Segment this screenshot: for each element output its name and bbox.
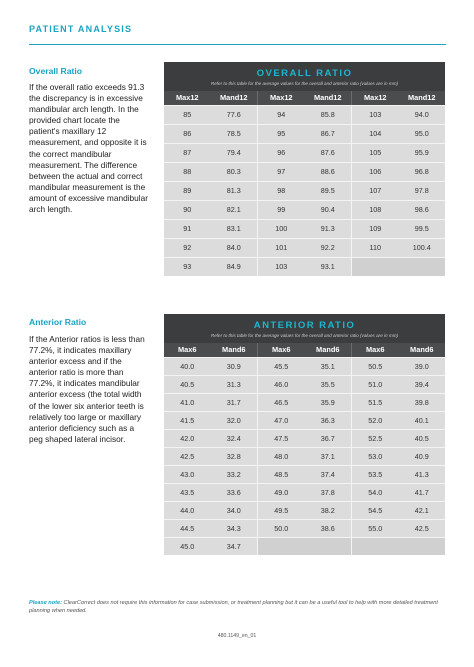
table-row (164, 519, 445, 537)
table-cell (351, 258, 399, 276)
table-cell: 103 (351, 106, 399, 124)
overall-ratio-column-headers (164, 91, 445, 105)
table-cell: 49.5 (257, 502, 305, 519)
table-cell: 37.1 (320, 452, 335, 461)
table-cell: 85 (183, 110, 192, 119)
column-header-max12: Max12 (175, 93, 199, 102)
table-cell: 93.1 (320, 262, 335, 271)
overall-ratio-table-subtitle: Refer to this table for the average values for the overall and anterior ratio (values are in mm) (210, 81, 399, 86)
table-cell: 54.5 (351, 502, 399, 519)
table-cell: 32.0 (226, 416, 241, 425)
table-cell: 53.0 (351, 448, 399, 465)
table-cell: 37.8 (320, 488, 335, 497)
table-cell: 94 (257, 106, 305, 124)
overall-ratio-table-header (164, 62, 445, 91)
table-row (164, 537, 445, 555)
table-cell: 81.3 (226, 186, 241, 195)
header-divider (29, 44, 446, 45)
column-header-max6: Max6 (257, 343, 305, 357)
table-row (164, 238, 445, 257)
table-cell: 40.9 (414, 452, 429, 461)
table-cell: 101 (257, 239, 305, 257)
table-cell: 77.6 (226, 110, 241, 119)
table-cell: 41.7 (414, 488, 429, 497)
anterior-ratio-table-subtitle: Refer to this table for the average values for the overall and anterior ratio (values are in mm) (210, 333, 399, 338)
table-cell: 46.0 (257, 376, 305, 393)
table-cell: 96.8 (414, 167, 429, 176)
table-cell: 30.9 (226, 362, 241, 371)
table-cell: 43.5 (180, 488, 195, 497)
table-cell: 94.0 (414, 110, 429, 119)
table-cell: 40.5 (414, 434, 429, 443)
column-header-mand12: Mand12 (407, 93, 436, 102)
table-cell: 32.8 (226, 452, 241, 461)
table-cell: 54.0 (351, 484, 399, 501)
anterior-ratio-heading: Anterior Ratio (29, 317, 87, 327)
table-cell: 99 (257, 201, 305, 219)
table-cell: 35.5 (320, 380, 335, 389)
anterior-ratio-column-headers (164, 343, 445, 357)
table-cell (399, 258, 446, 276)
table-cell: 108 (351, 201, 399, 219)
table-cell: 91.3 (320, 224, 335, 233)
table-cell: 103 (257, 258, 305, 276)
table-cell: 49.0 (257, 484, 305, 501)
anterior-ratio-table-header (164, 314, 445, 343)
table-cell: 43.0 (180, 470, 195, 479)
table-row (164, 411, 445, 429)
table-row (164, 483, 445, 501)
table-cell: 36.7 (320, 434, 335, 443)
column-header-mand6: Mand6 (316, 345, 340, 354)
table-cell: 38.6 (320, 524, 335, 533)
table-cell: 105 (351, 144, 399, 162)
column-header-mand6: Mand6 (410, 345, 434, 354)
table-row (164, 429, 445, 447)
table-cell: 52.0 (351, 412, 399, 429)
table-cell: 42.1 (414, 506, 429, 515)
table-cell: 33.2 (226, 470, 241, 479)
table-cell: 87.6 (320, 148, 335, 157)
table-cell: 93 (183, 262, 192, 271)
table-cell: 95.0 (414, 129, 429, 138)
table-cell: 92.2 (320, 243, 335, 252)
table-cell: 47.0 (257, 412, 305, 429)
table-cell: 44.5 (180, 524, 195, 533)
overall-ratio-table-title: OVERALL RATIO (256, 68, 353, 79)
table-cell: 41.3 (414, 470, 429, 479)
table-cell: 89 (183, 186, 192, 195)
table-cell: 38.2 (320, 506, 335, 515)
anterior-ratio-description: If the Anterior ratios is less than 77.2%, it indicates maxillary anterior excess and if the anterior ratio is more than 77.2%, it indicates mandibular anterior excess (the total width of the lower six anterior teeth is relatively too large or maxillary anterior deficiency such as a peg shaped lateral incisor. (29, 334, 145, 444)
table-cell: 35.1 (320, 362, 335, 371)
table-cell (399, 538, 446, 555)
table-cell (257, 538, 305, 555)
column-header-mand12: Mand12 (219, 93, 248, 102)
table-row (164, 124, 445, 143)
table-cell: 51.5 (351, 394, 399, 411)
table-cell: 100.4 (412, 243, 431, 252)
table-cell: 88.6 (320, 167, 335, 176)
table-row (164, 105, 445, 124)
table-cell: 53.5 (351, 466, 399, 483)
table-cell: 45.5 (257, 358, 305, 375)
table-cell: 95 (257, 125, 305, 143)
table-cell: 46.5 (257, 394, 305, 411)
column-header-mand6: Mand6 (222, 345, 246, 354)
table-cell: 86 (183, 129, 192, 138)
overall-ratio-table (164, 62, 445, 276)
table-cell: 42.0 (180, 434, 195, 443)
table-cell: 104 (351, 125, 399, 143)
table-cell: 95.9 (414, 148, 429, 157)
table-cell: 41.0 (180, 398, 195, 407)
table-cell: 36.3 (320, 416, 335, 425)
table-cell: 48.5 (257, 466, 305, 483)
table-row (164, 501, 445, 519)
table-cell: 42.5 (414, 524, 429, 533)
table-cell: 110 (351, 239, 399, 257)
column-header-max6: Max6 (178, 345, 197, 354)
anterior-ratio-table-title: ANTERIOR RATIO (253, 320, 356, 331)
table-cell: 84.9 (226, 262, 241, 271)
table-cell: 97 (257, 163, 305, 181)
table-cell: 80.3 (226, 167, 241, 176)
column-header-max12: Max12 (351, 91, 399, 105)
table-cell: 44.0 (180, 506, 195, 515)
overall-ratio-description: If the overall ratio exceeds 91.3 the discrepancy is in excessive mandibular arch length. In the provided chart locate the patient's maxillary 12 measurement, and opposite it is the correct mandibular measurement. The difference between the actual and correct mandibular measurement is the amount of excessive mandibular arch length. (29, 82, 148, 215)
table-cell: 109 (351, 220, 399, 238)
table-cell: 87 (183, 148, 192, 157)
table-cell: 96 (257, 144, 305, 162)
table-cell: 55.0 (351, 520, 399, 537)
table-cell: 86.7 (320, 129, 335, 138)
table-cell: 39.0 (414, 362, 429, 371)
table-cell: 48.0 (257, 448, 305, 465)
table-cell: 41.5 (180, 416, 195, 425)
table-cell: 32.4 (226, 434, 241, 443)
table-cell: 39.8 (414, 398, 429, 407)
table-cell: 79.4 (226, 148, 241, 157)
table-cell: 107 (351, 182, 399, 200)
table-cell: 34.0 (226, 506, 241, 515)
table-cell: 40.0 (180, 362, 195, 371)
table-cell: 40.1 (414, 416, 429, 425)
table-cell: 100 (257, 220, 305, 238)
table-row (164, 162, 445, 181)
table-cell (351, 538, 399, 555)
table-cell: 50.0 (257, 520, 305, 537)
table-cell: 92 (183, 243, 192, 252)
table-cell: 88 (183, 167, 192, 176)
table-cell: 97.8 (414, 186, 429, 195)
table-row (164, 447, 445, 465)
table-cell: 34.7 (226, 542, 241, 551)
table-row (164, 219, 445, 238)
footnote-lead: Please note: (29, 600, 62, 606)
table-cell: 85.8 (320, 110, 335, 119)
table-cell: 42.5 (180, 452, 195, 461)
overall-ratio-heading: Overall Ratio (29, 66, 83, 76)
column-header-max12: Max12 (257, 91, 305, 105)
table-cell: 106 (351, 163, 399, 181)
document-code: 480.1149_en_01 (217, 633, 257, 639)
table-cell: 52.5 (351, 430, 399, 447)
table-cell: 40.5 (180, 380, 195, 389)
overall-ratio-table-body (164, 105, 445, 276)
page-title: PATIENT ANALYSIS (29, 24, 133, 34)
table-cell: 84.0 (226, 243, 241, 252)
table-row (164, 143, 445, 162)
table-cell: 39.4 (414, 380, 429, 389)
table-cell: 35.9 (320, 398, 335, 407)
table-cell: 90 (183, 205, 192, 214)
table-cell: 45.0 (180, 542, 195, 551)
table-cell: 37.4 (320, 470, 335, 479)
anterior-ratio-table-body (164, 357, 445, 555)
table-row (164, 181, 445, 200)
table-cell: 31.3 (226, 380, 241, 389)
table-cell: 83.1 (226, 224, 241, 233)
table-row (164, 375, 445, 393)
table-row (164, 465, 445, 483)
table-cell: 33.6 (226, 488, 241, 497)
anterior-ratio-table (164, 314, 445, 555)
table-cell: 82.1 (226, 205, 241, 214)
table-cell: 50.5 (351, 358, 399, 375)
table-cell: 91 (183, 224, 192, 233)
column-header-mand12: Mand12 (313, 93, 342, 102)
table-row (164, 393, 445, 411)
table-cell: 78.5 (226, 129, 241, 138)
table-cell: 90.4 (320, 205, 335, 214)
table-row (164, 257, 445, 276)
footnote (29, 599, 449, 615)
table-cell: 31.7 (226, 398, 241, 407)
table-cell: 47.5 (257, 430, 305, 447)
table-cell: 99.5 (414, 224, 429, 233)
table-cell: 34.3 (226, 524, 241, 533)
table-cell: 98 (257, 182, 305, 200)
table-row (164, 200, 445, 219)
footnote-text: ClearCorrect does not require this information for case submission, or treatment planning but it can be a useful tool to help with more detailed treatment planning when needed. (29, 600, 438, 614)
column-header-max6: Max6 (351, 343, 399, 357)
table-cell: 98.6 (414, 205, 429, 214)
table-cell (305, 538, 352, 555)
table-cell: 89.5 (320, 186, 335, 195)
table-row (164, 357, 445, 375)
table-cell: 51.0 (351, 376, 399, 393)
